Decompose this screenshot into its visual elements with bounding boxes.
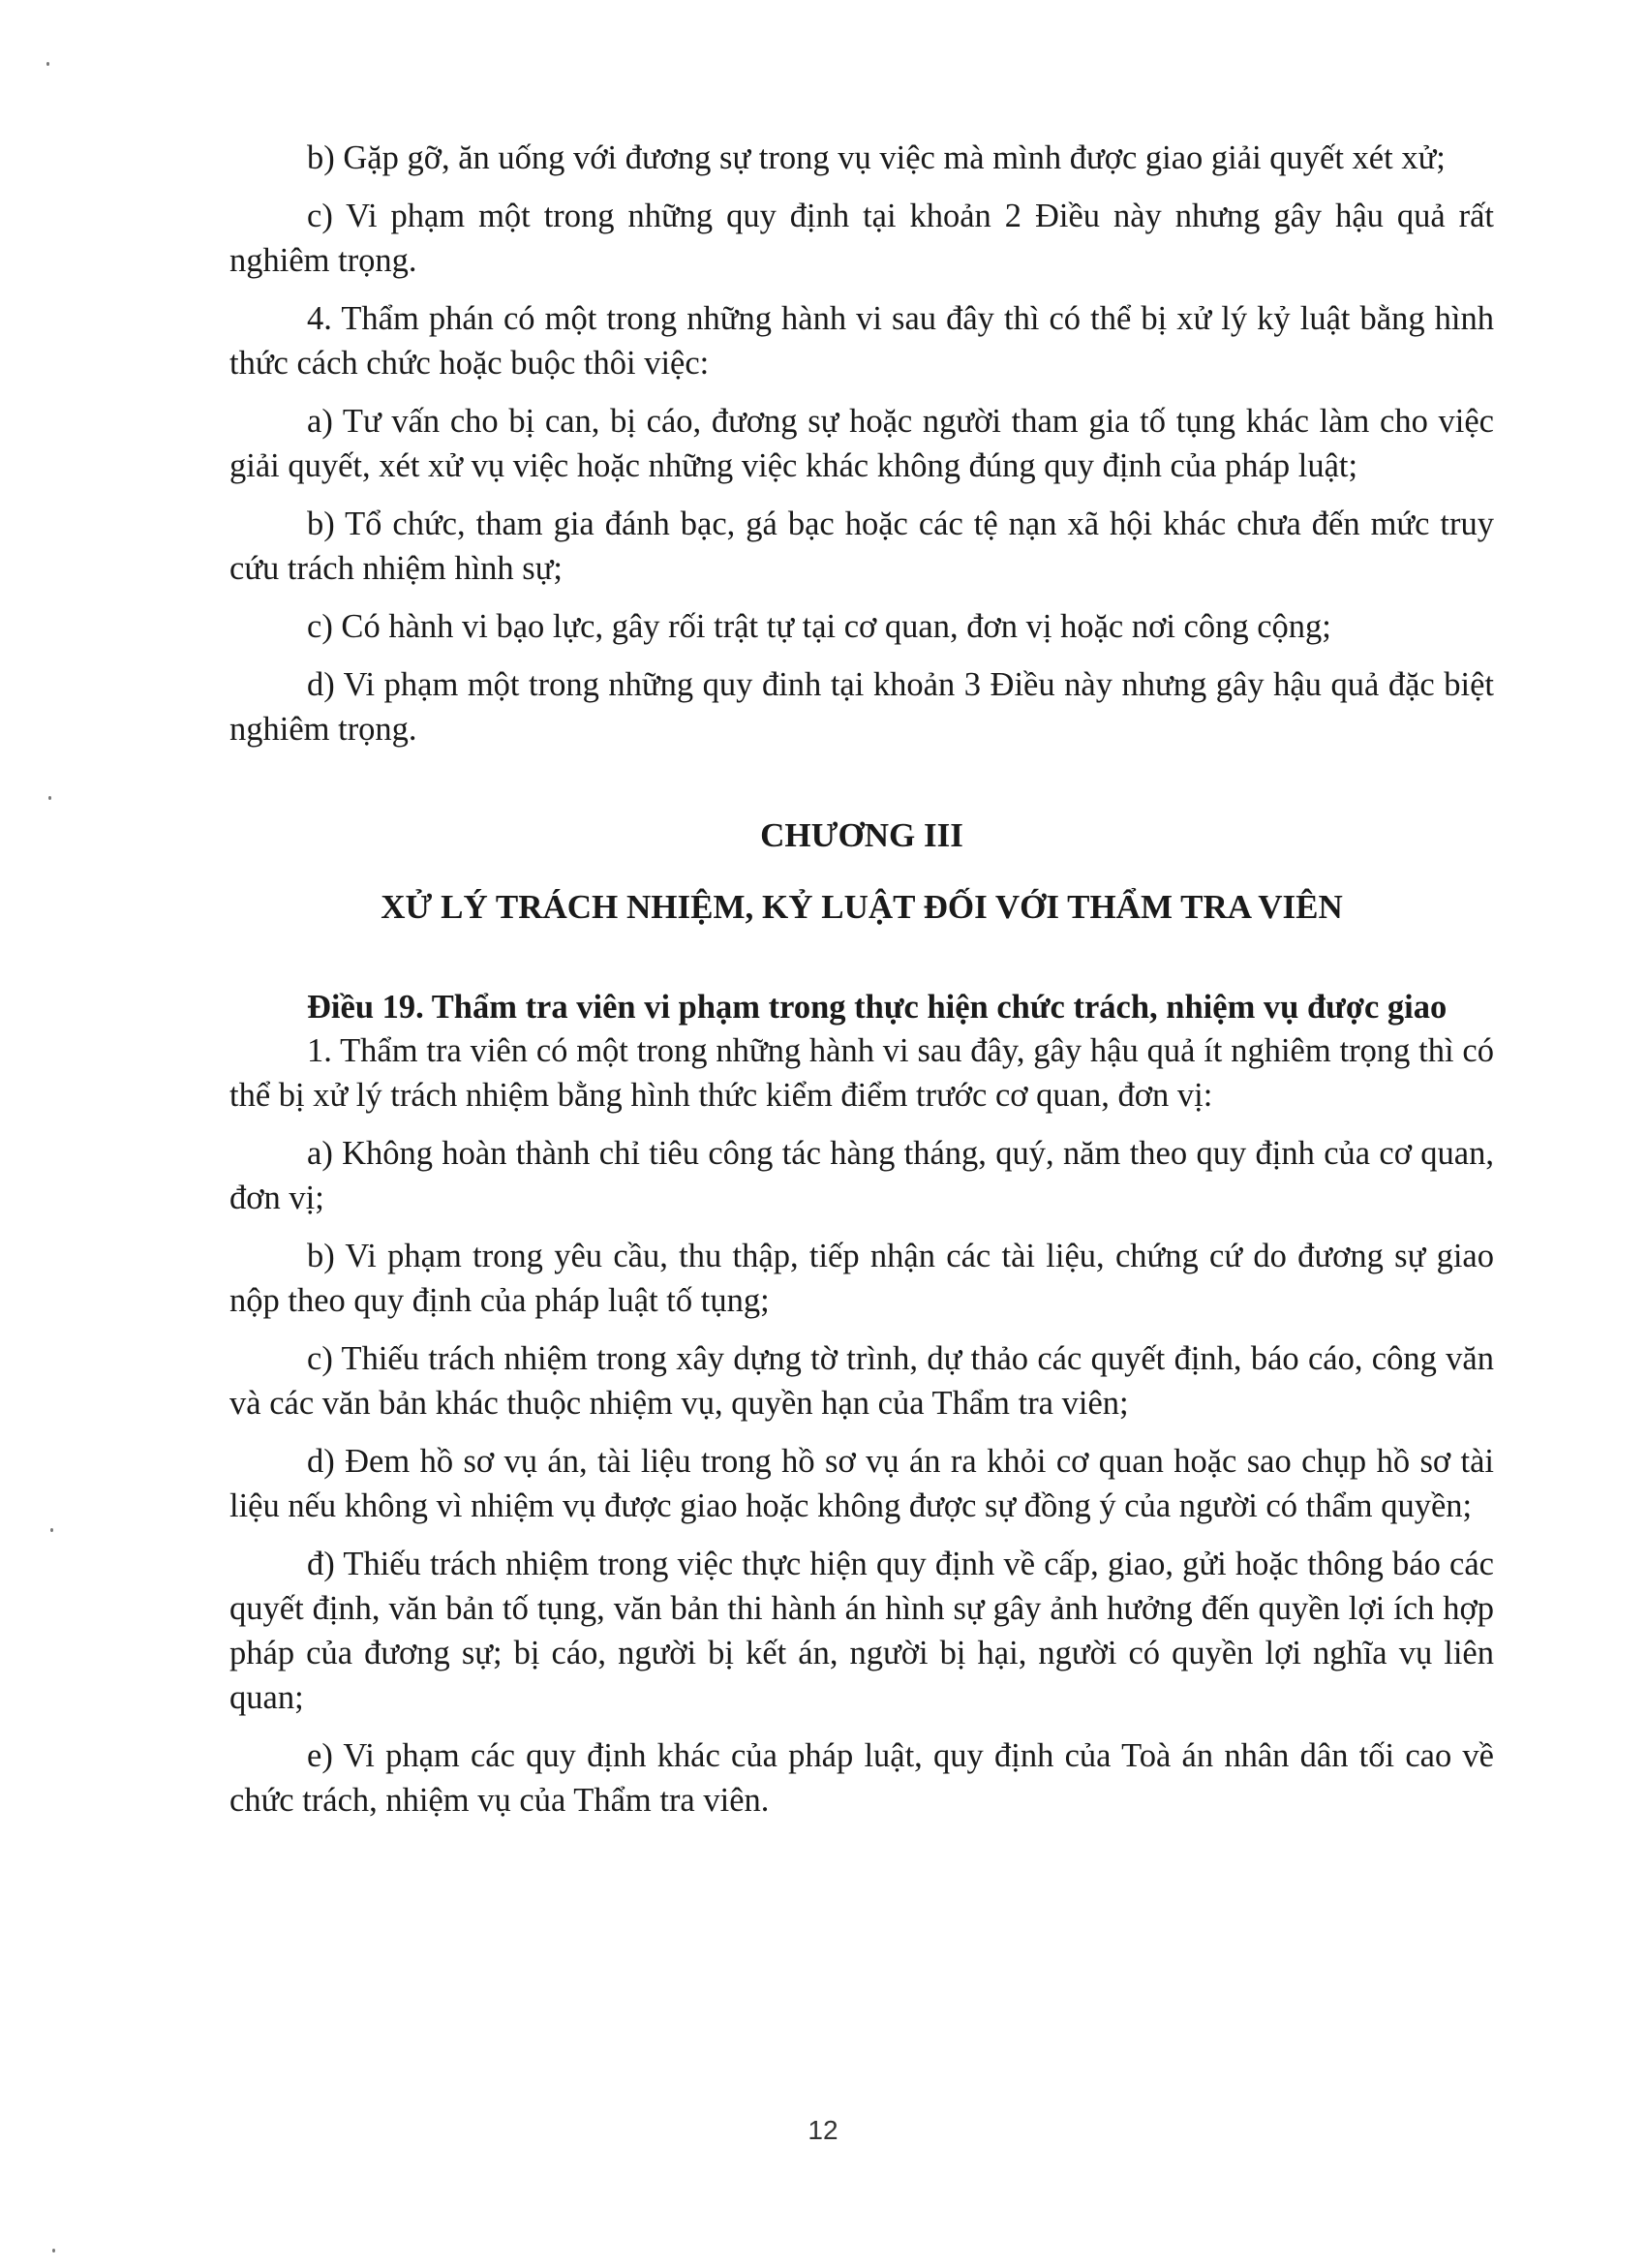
paragraph: 4. Thẩm phán có một trong những hành vi sau đây thì có thể bị xử lý kỷ luật bằng hình thức cách chức hoặc buộc thôi việc: bbox=[229, 300, 1494, 382]
paragraph: b) Tổ chức, tham gia đánh bạc, gá bạc hoặc các tệ nạn xã hội khác chưa đến mức truy cứu trách nhiệm hình sự; bbox=[229, 506, 1494, 587]
chapter-title: XỬ LÝ TRÁCH NHIỆM, KỶ LUẬT ĐỐI VỚI THẨM TRA VIÊN bbox=[381, 888, 1343, 926]
scan-speck bbox=[50, 1528, 53, 1532]
scan-speck bbox=[48, 796, 51, 800]
paragraph: d) Vi phạm một trong những quy đinh tại khoản 3 Điều này nhưng gây hậu quả đặc biệt nghiêm trọng. bbox=[229, 666, 1494, 748]
paragraph: c) Vi phạm một trong những quy định tại khoản 2 Điều này nhưng gây hậu quả rất nghiêm trọng. bbox=[229, 198, 1494, 279]
paragraph: đ) Thiếu trách nhiệm trong việc thực hiện quy định về cấp, giao, gửi hoặc thông báo các quyết định, văn bản tố tụng, văn bản thi hành án hình sự gây ảnh hưởng đến quyền lợi ích hợp pháp của đương sự; bị cáo, người bị kết án, người bị hại, người có quyền lợi nghĩa vụ liên quan; bbox=[229, 1546, 1494, 1716]
paragraph: 1. Thẩm tra viên có một trong những hành vi sau đây, gây hậu quả ít nghiêm trọng thì có thể bị xử lý trách nhiệm bằng hình thức kiểm điểm trước cơ quan, đơn vị: bbox=[229, 1032, 1494, 1114]
article-heading: Điều 19. Thẩm tra viên vi phạm trong thực hiện chức trách, nhiệm vụ được giao bbox=[307, 989, 1448, 1026]
chapter-number: CHƯƠNG III bbox=[760, 816, 963, 854]
paragraph: b) Gặp gỡ, ăn uống với đương sự trong vụ việc mà mình được giao giải quyết xét xử; bbox=[307, 139, 1446, 176]
paragraph: c) Có hành vi bạo lực, gây rối trật tự tại cơ quan, đơn vị hoặc nơi công cộng; bbox=[307, 608, 1331, 645]
scan-speck bbox=[46, 62, 49, 66]
scan-speck bbox=[52, 2249, 55, 2253]
paragraph: a) Tư vấn cho bị can, bị cáo, đương sự hoặc người tham gia tố tụng khác làm cho việc giải quyết, xét xử vụ việc hoặc những việc khác không đúng quy định của pháp luật; bbox=[229, 403, 1494, 484]
paragraph: d) Đem hồ sơ vụ án, tài liệu trong hồ sơ vụ án ra khỏi cơ quan hoặc sao chụp hồ sơ tài liệu nếu không vì nhiệm vụ được giao hoặc không được sự đồng ý của người có thẩm quyền; bbox=[229, 1443, 1494, 1524]
paragraph: a) Không hoàn thành chỉ tiêu công tác hàng tháng, quý, năm theo quy định của cơ quan, đơn vị; bbox=[229, 1135, 1494, 1216]
paragraph: e) Vi phạm các quy định khác của pháp luật, quy định của Toà án nhân dân tối cao về chức trách, nhiệm vụ của Thẩm tra viên. bbox=[229, 1737, 1494, 1819]
document-page bbox=[229, 136, 1494, 1836]
paragraph: b) Vi phạm trong yêu cầu, thu thập, tiếp nhận các tài liệu, chứng cứ do đương sự giao nộp theo quy định của pháp luật tố tụng; bbox=[229, 1238, 1494, 1319]
paragraph: c) Thiếu trách nhiệm trong xây dựng tờ trình, dự thảo các quyết định, báo cáo, công văn và các văn bản khác thuộc nhiệm vụ, quyền hạn của Thẩm tra viên; bbox=[229, 1340, 1494, 1422]
page-number: 12 bbox=[808, 2115, 838, 2145]
